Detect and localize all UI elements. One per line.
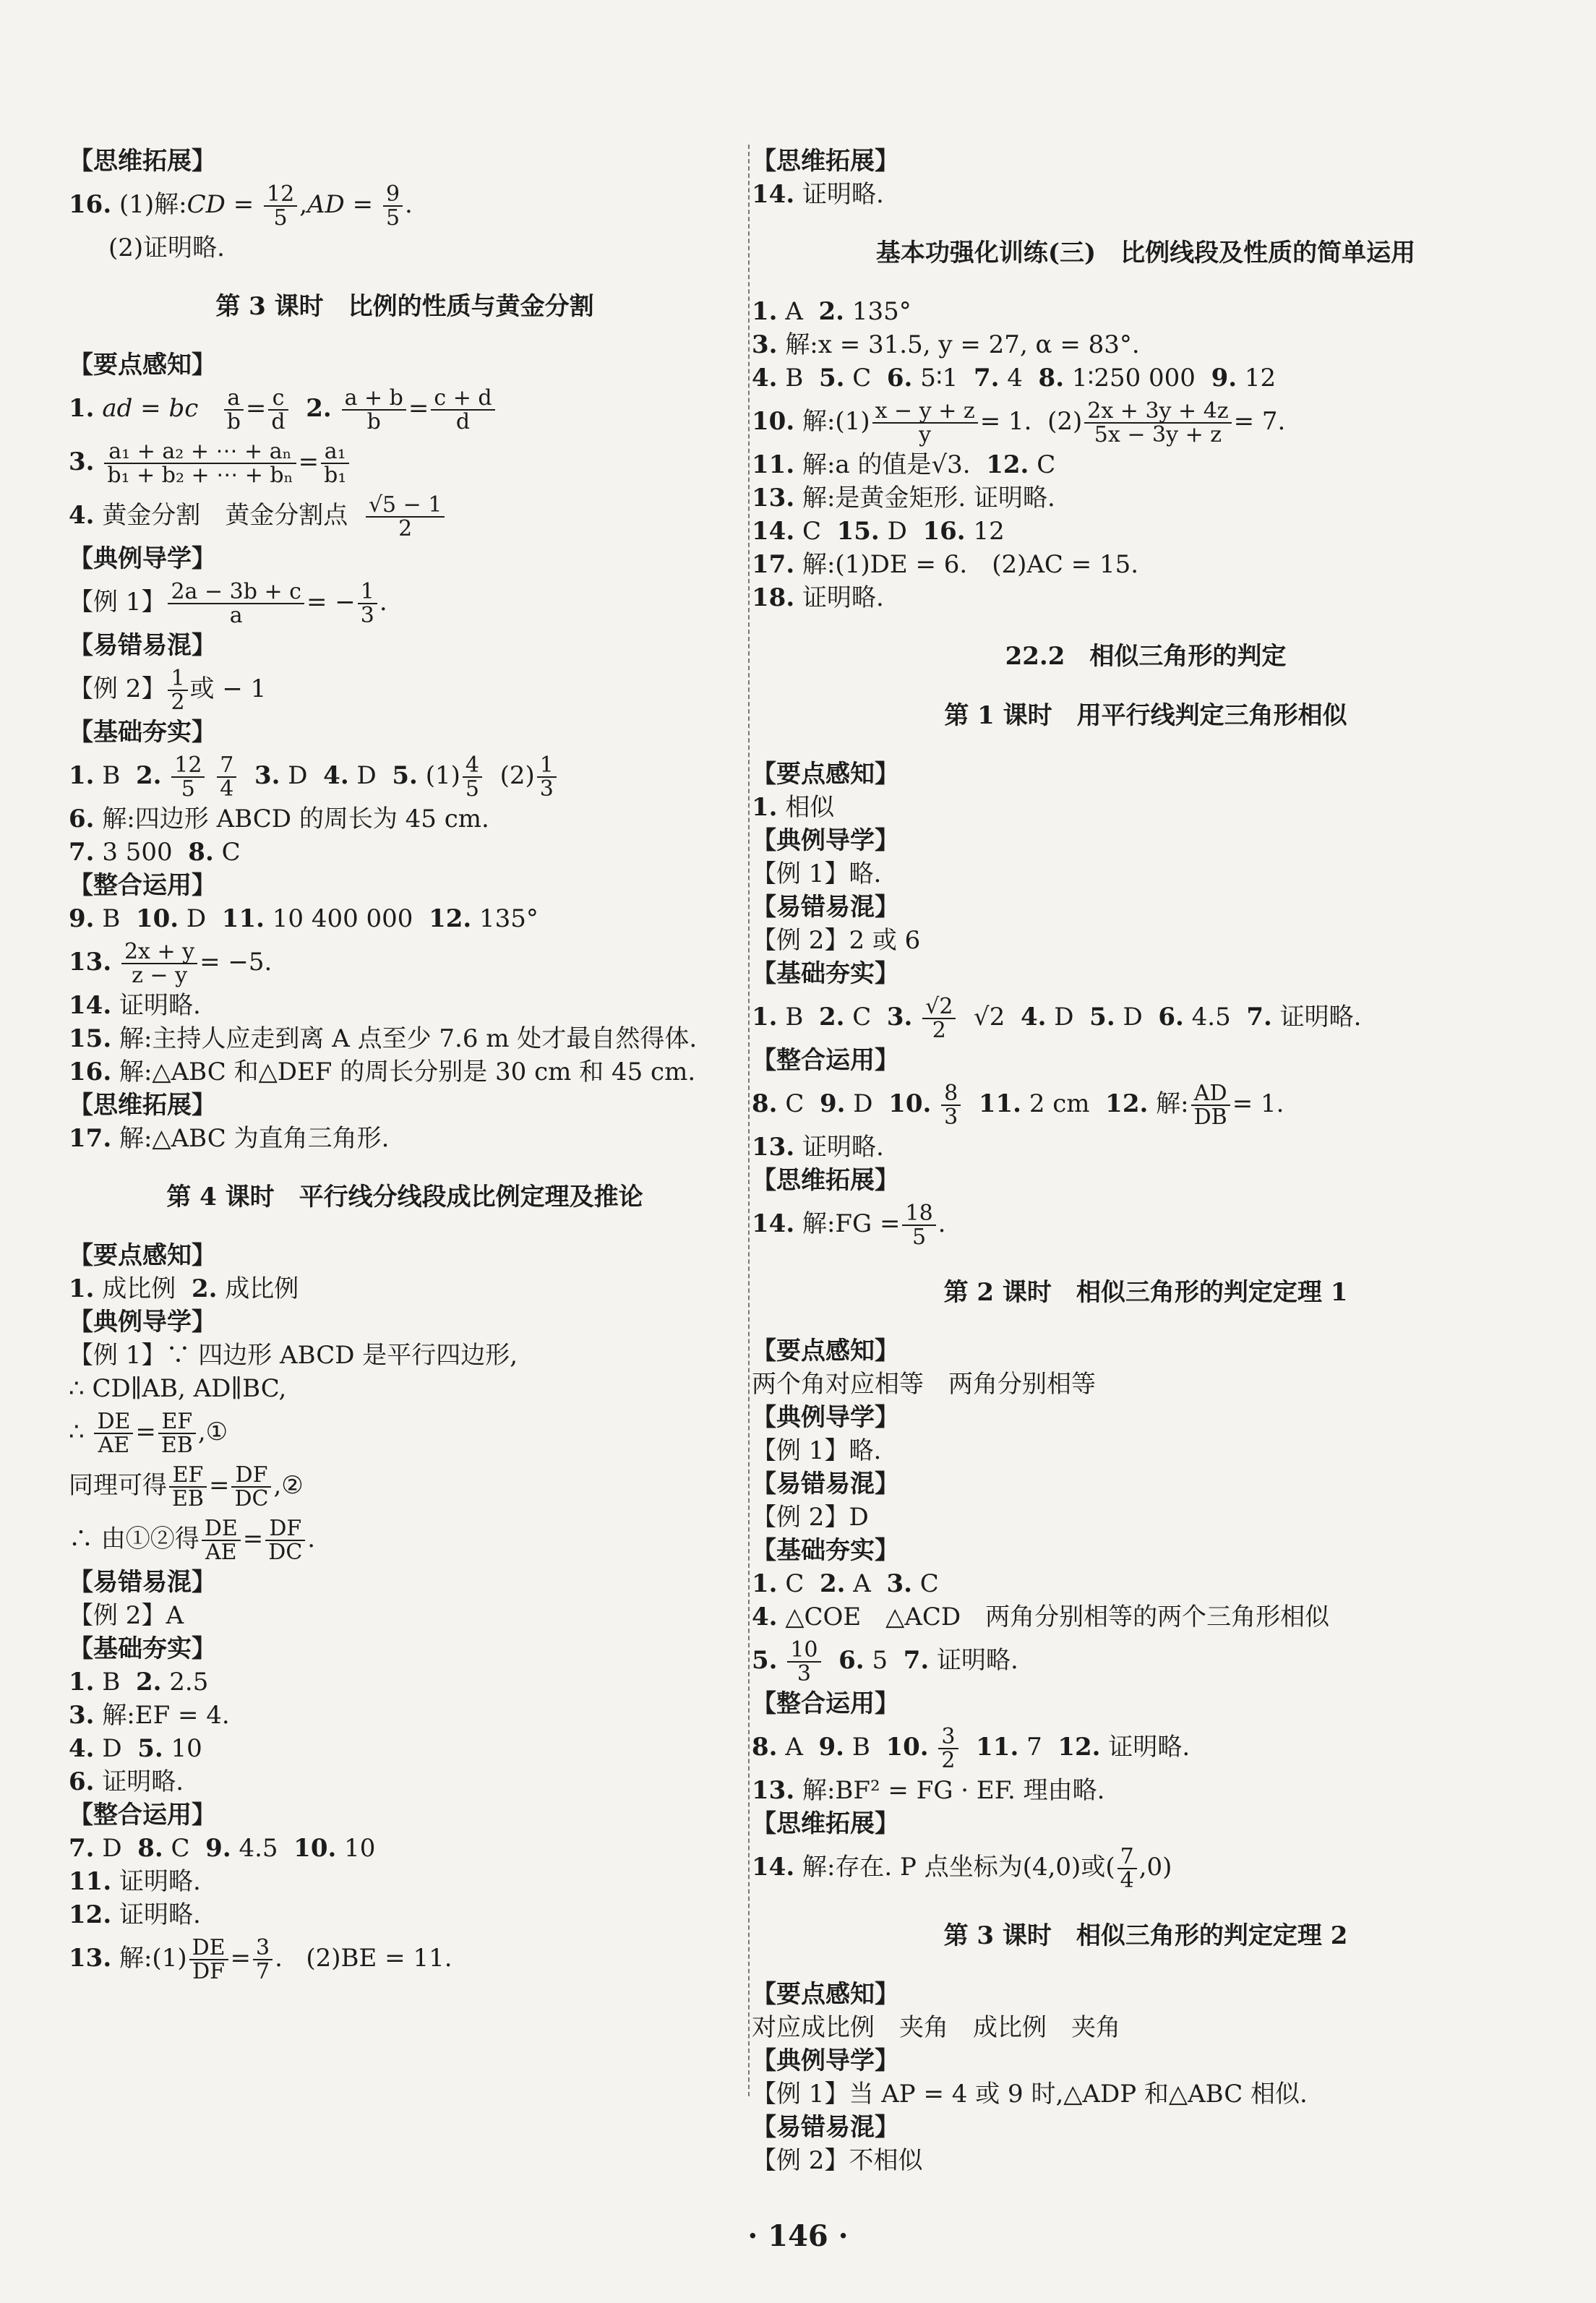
answer-line: 【例 2】2 或 6 <box>752 926 921 955</box>
answer-line: 【例 1】略. <box>752 1436 882 1465</box>
answer-line: 3. $\frac{\text{a₁ + a₂ + ⋯ + aₙ}}{\text{b₁ + b₂ + ⋯ + bₙ}}$ = $\frac{\text{a₁}}{\text{b₁}}$ <box>69 435 741 489</box>
lesson-title: 第 2 课时 相似三角形的判定定理 1 <box>943 1278 1348 1307</box>
answer-line: 14. 证明略. <box>752 180 884 209</box>
proof-line: ∴ CD∥AB, AD∥BC, <box>69 1374 287 1403</box>
answer-line: 18. 证明略. <box>752 583 884 612</box>
proof-line: 【例 1】∵ 四边形 ABCD 是平行四边形, <box>69 1341 518 1370</box>
answer-line: 8. A 9. B 10. $\frac{3}{2}$ 11. 7 12. 证明略. <box>752 1723 1190 1773</box>
answer-line: 【例 2】D <box>752 1503 869 1532</box>
section-heading: 【典例导学】 <box>69 1308 216 1337</box>
section-heading: 【要点感知】 <box>752 1980 899 2009</box>
section-heading: 【整合运用】 <box>69 1801 216 1830</box>
answer-line: 16. (1)解:CD = $\frac{12}{5}$ ,AD = $\frac{9}{5}$ . <box>69 181 413 231</box>
section-heading: 【基础夯实】 <box>752 1536 899 1565</box>
answer-line: 15. 解:主持人应走到离 A 点至少 7.6 m 处才最自然得体. <box>69 1024 698 1053</box>
answer-line: 5. $\frac{10}{3}$ 6. 5 7. 证明略. <box>752 1637 1018 1686</box>
answer-line: 两个角对应相等 两角分别相等 <box>752 1370 1096 1399</box>
answer-line: 对应成比例 夹角 成比例 夹角 <box>752 2013 1120 2042</box>
answer-line: 9. B 10. D 11. 10 400 000 12. 135° <box>69 904 539 933</box>
proof-line: 同理可得 $\frac{EF}{EB}$ = $\frac{DF}{DC}$ ,② <box>69 1462 304 1511</box>
answer-line: 6. 证明略. <box>69 1767 184 1796</box>
answer-line: 17. 解:(1)DE = 6. (2)AC = 15. <box>752 550 1139 579</box>
section-heading: 【易错易混】 <box>69 631 216 660</box>
answer-line: 7. D 8. C 9. 4.5 10. 10 <box>69 1834 376 1863</box>
answer-line: 【例 1】 $\frac{2a - 3b + c}{a}$ = − $\frac{1}{3}$ . <box>69 578 387 628</box>
left-column <box>69 145 741 1985</box>
section-heading: 【思维拓展】 <box>69 147 216 176</box>
answer-line: 1. B 2. C 3. $\frac{√2}{2}$ √2 4. D 5. D 6. 4.5 7. 证明略. <box>752 993 1362 1043</box>
answer-line: 【例 1】当 AP = 4 或 9 时,△ADP 和△ABC 相似. <box>752 2080 1308 2109</box>
answer-line: 3. 解:EF = 4. <box>69 1701 230 1730</box>
lesson-title: 第 1 课时 用平行线判定三角形相似 <box>944 701 1347 730</box>
section-heading: 【基础夯实】 <box>69 1634 216 1663</box>
proof-line: ∴ 由①②得 $\frac{DE}{AE}$ = $\frac{DF}{DC}$ . <box>69 1515 316 1565</box>
section-heading: 【典例导学】 <box>69 544 216 573</box>
section-heading: 【思维拓展】 <box>752 1166 899 1195</box>
chapter-title: 22.2 相似三角形的判定 <box>1005 642 1287 671</box>
section-heading: 【典例导学】 <box>752 826 899 855</box>
section-heading: 【思维拓展】 <box>69 1091 216 1120</box>
section-heading: 【基础夯实】 <box>69 718 216 747</box>
answer-line: 16. 解:△ABC 和△DEF 的周长分别是 30 cm 和 45 cm. <box>69 1058 696 1086</box>
answer-line: 【例 1】略. <box>752 859 882 888</box>
answer-line: 3. 解:x = 31.5, y = 27, α = 83°. <box>752 330 1140 359</box>
lesson-title: 基本功强化训练(三) 比例线段及性质的简单运用 <box>875 239 1416 267</box>
answer-line: 【例 2】 $\frac{1}{2}$ 或 − 1 <box>69 665 267 715</box>
answer-line: 1. 成比例 2. 成比例 <box>69 1274 299 1303</box>
answer-line: 6. 解:四边形 ABCD 的周长为 45 cm. <box>69 805 489 833</box>
section-heading: 【要点感知】 <box>752 760 899 789</box>
section-heading: 【整合运用】 <box>69 871 216 900</box>
answer-line: 1. 相似 <box>752 793 835 822</box>
answer-line: 8. C 9. D 10. $\frac{8}{3}$ 11. 2 cm 12. 解: $\frac{AD}{DB}$ = 1. <box>752 1080 1284 1130</box>
section-heading: 【基础夯实】 <box>752 959 899 988</box>
lesson-title: 第 3 课时 相似三角形的判定定理 2 <box>943 1921 1348 1950</box>
answer-line: 14. 证明略. <box>69 991 201 1020</box>
section-heading: 【易错易混】 <box>752 1470 899 1498</box>
page-number: · 146 · <box>747 2219 849 2253</box>
answer-line: 14. 解:FG = $\frac{18}{5}$ . <box>752 1200 946 1250</box>
lesson-title: 第 4 课时 平行线分线段成比例定理及推论 <box>166 1183 643 1211</box>
answer-line: 13. $\frac{2x + y}{z - y}$ = −5. <box>69 938 273 988</box>
column-divider <box>748 145 750 2096</box>
answer-line: 4. 黄金分割 黄金分割点 $\frac{√5 - 1}{2}$ <box>69 489 741 542</box>
section-heading: 【易错易混】 <box>752 893 899 922</box>
section-heading: 【思维拓展】 <box>752 1809 899 1838</box>
answer-line: 1. B 2. $\frac{12}{5}$ $\frac{7}{4}$ 3. D 4. D 5. (1) $\frac{4}{5}$ (2) $\frac{1}{3}$ <box>69 749 741 802</box>
section-heading: 【整合运用】 <box>752 1046 899 1075</box>
answer-line: 14. C 15. D 16. 12 <box>752 517 1005 546</box>
section-heading: 【易错易混】 <box>752 2113 899 2142</box>
section-heading: 【思维拓展】 <box>752 147 899 176</box>
section-heading: 【要点感知】 <box>69 351 216 379</box>
answer-line: 1. A 2. 135° <box>752 297 911 326</box>
section-heading: 【典例导学】 <box>752 1403 899 1432</box>
answer-line: 7. 3 500 8. C <box>69 838 241 867</box>
section-heading: 【要点感知】 <box>752 1337 899 1365</box>
answer-line: 11. 解:a 的值是√3. 12. C <box>752 450 1056 479</box>
answer-line: 14. 解:存在. P 点坐标为(4,0)或( $\frac{7}{4}$ ,0) <box>752 1843 1172 1893</box>
answer-line: 13. 解:(1) $\frac{DE}{DF}$ = $\frac{3}{7}$ . (2)BE = 11. <box>69 1934 452 1984</box>
answer-line: 4. D 5. 10 <box>69 1734 202 1763</box>
answer-line: 4. B 5. C 6. 5∶1 7. 4 8. 1∶250 000 9. 12 <box>752 364 1277 393</box>
answer-line: 【例 2】不相似 <box>752 2146 923 2175</box>
lesson-title: 第 3 课时 比例的性质与黄金分割 <box>215 292 594 321</box>
answer-line: 【例 2】A <box>69 1601 184 1630</box>
section-heading: 【要点感知】 <box>69 1241 216 1270</box>
answer-line: 13. 证明略. <box>752 1133 884 1162</box>
answer-line: 1. B 2. 2.5 <box>69 1668 209 1697</box>
section-heading: 【易错易混】 <box>69 1568 216 1597</box>
section-heading: 【整合运用】 <box>752 1689 899 1718</box>
answer-line: 4. △COE △ACD 两角分别相等的两个三角形相似 <box>752 1603 1330 1631</box>
proof-line: ∴ $\frac{DE}{AE}$ = $\frac{EF}{EB}$ ,① <box>69 1408 228 1458</box>
answer-line: 10. 解:(1) $\frac{x - y + z}{y}$ = 1. (2) $\frac{2x + 3y + 4z}{5x - 3y + z}$ = 7. <box>752 398 1286 447</box>
answer-line: (2)证明略. <box>108 233 225 262</box>
answer-line: 17. 解:△ABC 为直角三角形. <box>69 1124 390 1153</box>
answer-line: 13. 解:是黄金矩形. 证明略. <box>752 484 1055 513</box>
answer-line: 12. 证明略. <box>69 1900 201 1929</box>
answer-line: 1. C 2. A 3. C <box>752 1569 939 1598</box>
answer-line: 1. ad = bc $\frac{a}{b}$ = $\frac{c}{d}$ 2. $\frac{a + b}{b}$ = $\frac{c + d}{d}$ <box>69 382 741 435</box>
section-heading: 【典例导学】 <box>752 2046 899 2075</box>
answer-line: 11. 证明略. <box>69 1867 201 1896</box>
answer-line: 13. 解:BF² = FG · EF. 理由略. <box>752 1776 1105 1805</box>
right-column <box>752 145 1540 2177</box>
